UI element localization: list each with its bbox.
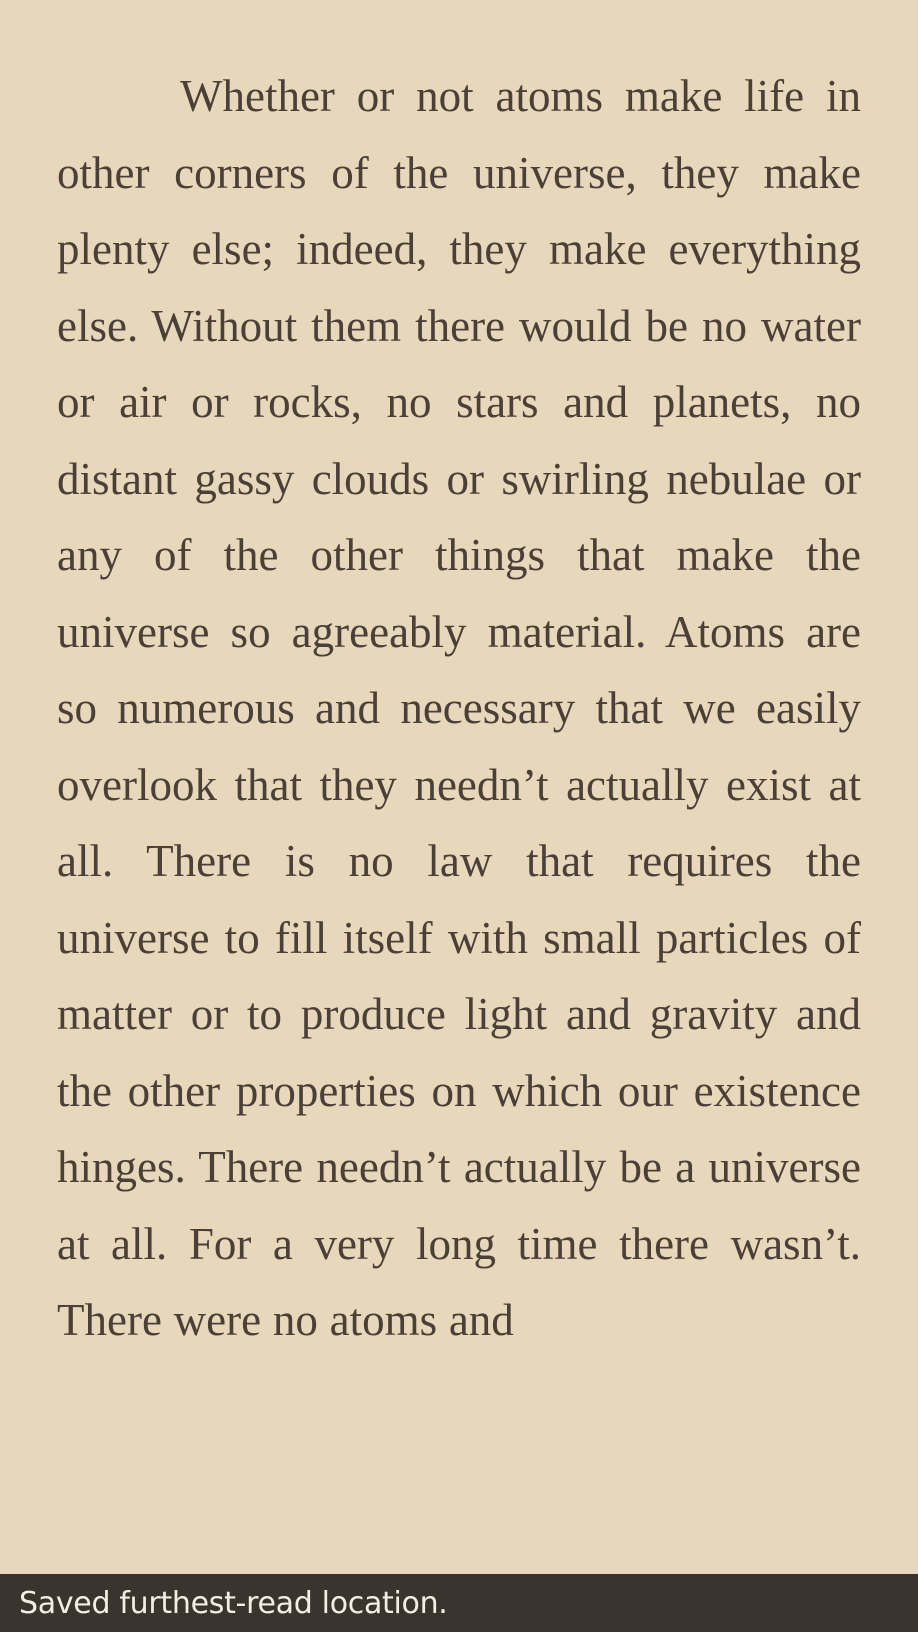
status-toast [0, 1574, 918, 1632]
toast-message: Saved furthest-read location. [19, 1585, 448, 1621]
book-paragraph: Whether or not atoms make life in other corners of the universe, they make plenty else; indeed, they make everything else. Without them there would be no water or air or rocks, no stars and planets, no distant gassy clouds or swirling nebulae or any of the other things that make the universe so agreeably material. Atoms are so numerous and necessary that we easily overlook that they needn’t actually exist at all. There is no law that requires the universe to fill itself with small particles of matter or to produce light and gravity and the other properties on which our existence hinges. There needn’t actually be a universe at all. For a very long time there wasn’t. There were no atoms and [57, 71, 861, 1345]
